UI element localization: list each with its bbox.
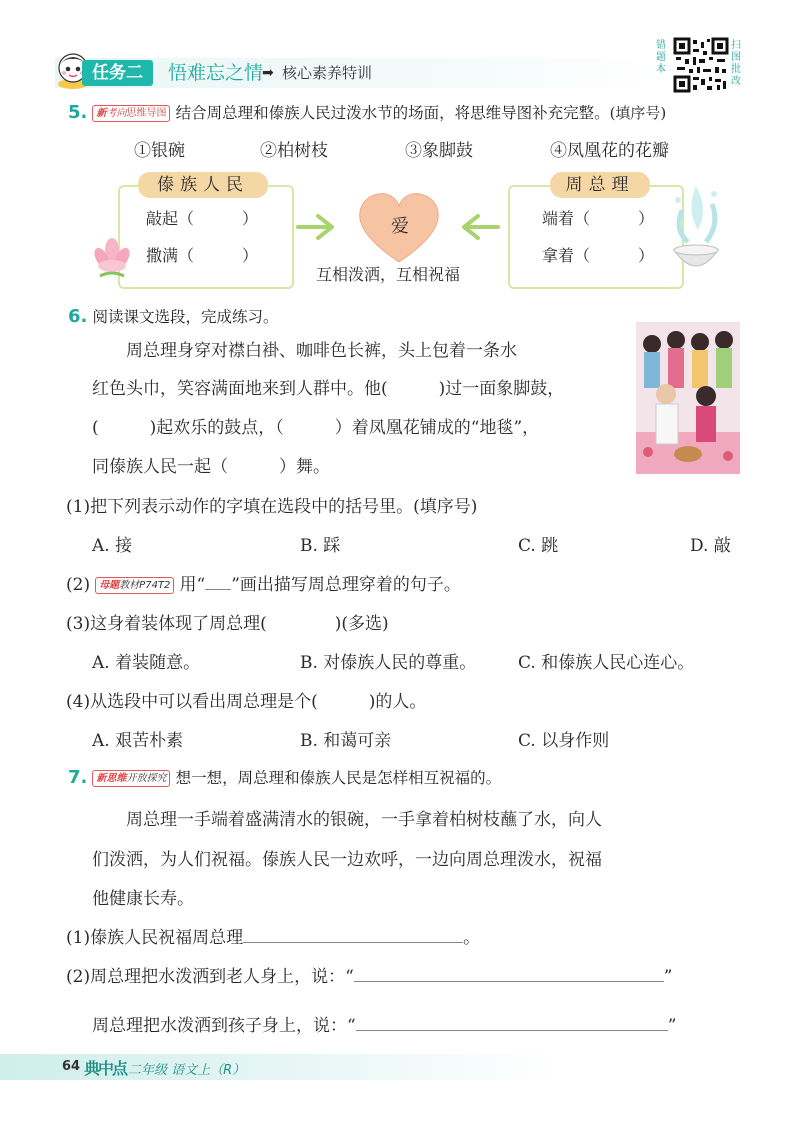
- q6-sub1: (1)把下列表示动作的字填在选段中的括号里。(填序号): [66, 497, 478, 517]
- q7-passage-line: 周总理一手端着盛满清水的银碗，一手拿着柏树枝蘸了水，向人: [126, 810, 602, 830]
- task-title: 悟难忘之情: [168, 62, 264, 84]
- q6-sub1-option[interactable]: B. 踩: [300, 536, 341, 556]
- q6-sub3: (3)这身着装体现了周总理( )(多选): [66, 614, 389, 634]
- header-subtitle: 核心素养特训: [282, 64, 373, 82]
- q6-passage-line: ( )起欢乐的鼓点，（ ）着凤凰花铺成的“地毯”，: [92, 418, 540, 438]
- q6-sub1-option[interactable]: C. 跳: [518, 536, 559, 556]
- mindmap-right-line[interactable]: 拿着（ ）: [542, 246, 655, 265]
- q6-sub2: (2) 母题教材P74T2 用“ ”画出描写周总理穿着的句子。: [66, 575, 461, 595]
- mindmap-left-box: [118, 185, 294, 289]
- mindmap-left-line[interactable]: 撒满（ ）: [146, 246, 259, 265]
- q7-header: [68, 766, 501, 788]
- q7-passage-line: 们泼洒，为人们祝福。傣族人民一边欢呼，一边向周总理泼水，祝福: [92, 850, 602, 870]
- right-arrow-icon: [296, 212, 336, 242]
- q6-sub4: (4)从选段中可以看出周总理是个( )的人。: [66, 692, 427, 712]
- q5-tag: 新考向思维导图: [92, 105, 170, 122]
- q7-tag: 新思维开放探究: [92, 770, 170, 787]
- question-number: 5.: [68, 102, 88, 123]
- q5-option: ④凤凰花的花瓣: [550, 141, 669, 161]
- q7-sub2-line2: 周总理把水泼洒到孩子身上，说：“ ”: [92, 1011, 676, 1036]
- mindmap-left-line[interactable]: 敲起（ ）: [146, 209, 259, 228]
- q5-option: ②柏树枝: [260, 141, 328, 161]
- qr-label-right: 扫图批改: [731, 40, 741, 87]
- q6-sub4-option[interactable]: A. 艰苦朴素: [92, 731, 184, 751]
- q6-sub2-tag: 母题教材P74T2: [95, 577, 174, 594]
- q7-prompt: 想一想，周总理和傣族人民是怎样相互祝福的。: [175, 769, 502, 787]
- q6-sub1-option[interactable]: A. 接: [92, 536, 133, 556]
- qr-code-icon[interactable]: [673, 37, 729, 93]
- mindmap-right-box: [508, 185, 684, 289]
- page-number: 64: [62, 1059, 81, 1074]
- left-arrow-icon: [460, 212, 500, 242]
- q6-sub4-option[interactable]: C. 以身作则: [518, 731, 610, 751]
- q7-sub1: (1)傣族人民祝福周总理 。: [66, 923, 480, 948]
- q5-prompt: 结合周总理和傣族人民过泼水节的场面，将思维导图补充完整。: [175, 104, 610, 122]
- q7-passage-line: 他健康长寿。: [92, 889, 194, 909]
- flower-icon: [92, 236, 132, 282]
- q6-sub1-option[interactable]: D. 敲: [690, 536, 731, 556]
- q6-passage-line: 周总理身穿对襟白褂、咖啡色长裤，头上包着一条水: [126, 341, 517, 361]
- q5-option: ①银碗: [134, 141, 185, 161]
- q6-sub4-option[interactable]: B. 和蔼可亲: [300, 731, 392, 751]
- q6-header: [68, 305, 278, 327]
- mindmap-right-line[interactable]: 端着（ ）: [542, 209, 655, 228]
- q6-sub3-option[interactable]: C. 和傣族人民心连心。: [518, 653, 695, 673]
- underline-sample: [205, 589, 231, 590]
- q6-sub3-option[interactable]: A. 着装随意。: [92, 653, 201, 673]
- q6-passage-line: 红色头巾，笑容满面地来到人群中。他( )过一面象脚鼓，: [92, 379, 565, 399]
- mindmap-caption: 互相泼洒，互相祝福: [316, 265, 461, 284]
- footer-grade: 二年级 语文上（R）: [128, 1063, 246, 1078]
- water-bowl-icon: [668, 180, 724, 284]
- mindmap-left-title: 傣族人民: [138, 172, 268, 198]
- q5-header: [68, 101, 666, 123]
- question-number: 6.: [68, 306, 88, 327]
- task-label: 任务二: [82, 60, 153, 86]
- mindmap-right-title: 周总理: [550, 172, 650, 198]
- answer-line[interactable]: [243, 924, 463, 943]
- q6-sub3-option[interactable]: B. 对傣族人民的尊重。: [300, 653, 477, 673]
- answer-line[interactable]: [354, 963, 664, 982]
- q6-passage-line: 同傣族人民一起（ ）舞。: [92, 457, 330, 477]
- brand-logo: 典中点: [84, 1059, 127, 1078]
- question-number: 7.: [68, 767, 88, 788]
- arrow-icon: ➡: [262, 65, 274, 81]
- q5-option: ③象脚鼓: [405, 141, 473, 161]
- heart-text: 爱: [391, 216, 409, 237]
- qr-label-left: 错题本: [656, 40, 666, 75]
- q6-prompt: 阅读课文选段，完成练习。: [92, 308, 279, 326]
- answer-line[interactable]: [356, 1012, 668, 1031]
- q5-prompt-note: (填序号): [609, 104, 667, 122]
- q7-sub2-line1: (2)周总理把水泼洒到老人身上，说：“ ”: [66, 962, 672, 987]
- festival-illustration: [636, 322, 740, 474]
